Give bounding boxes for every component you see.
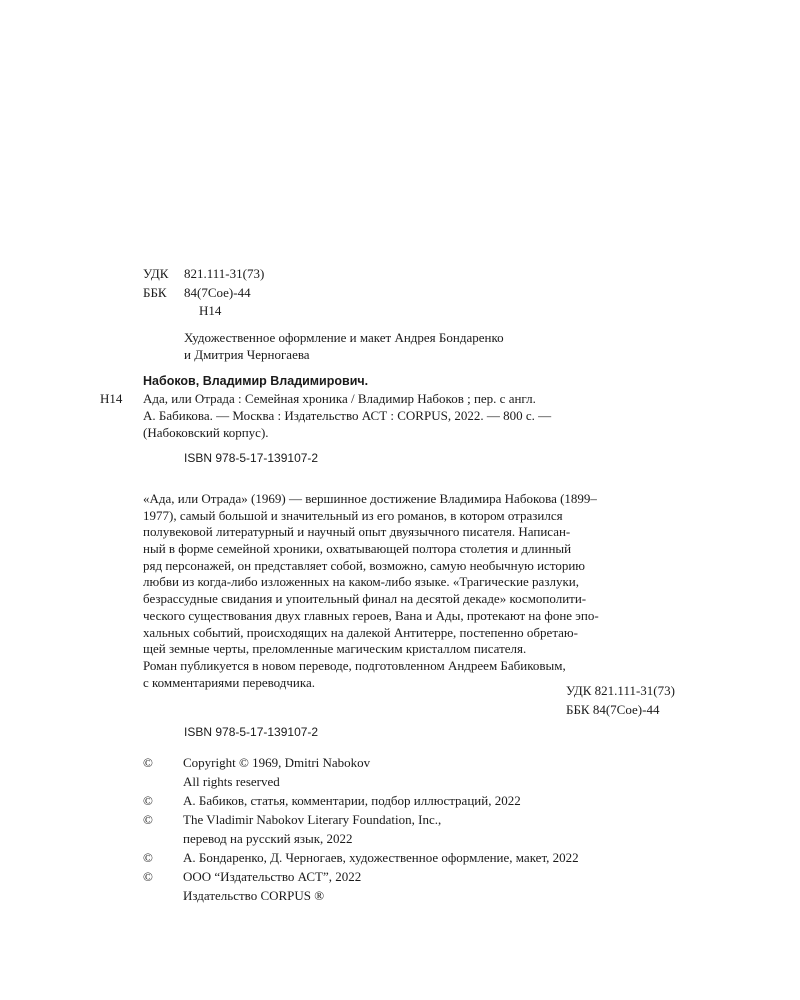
credits-line-1: Художественное оформление и макет Андрея Бондаренко: [184, 330, 504, 345]
copyright-symbol: ©: [143, 869, 153, 884]
copyright-text: The Vladimir Nabokov Literary Foundation, Inc.,: [183, 812, 442, 827]
copyright-symbol: ©: [143, 812, 153, 827]
copyright-text: А. Бондаренко, Д. Черногаев, художественное оформление, макет, 2022: [183, 850, 579, 865]
annotation: [143, 491, 663, 691]
udk-bottom-block: [566, 681, 675, 719]
isbn-bottom: ISBN 978-5-17-139107-2: [184, 725, 319, 739]
bib-line-3: (Набоковский корпус).: [143, 425, 269, 440]
copyright-symbol: ©: [143, 850, 153, 865]
bib-line-2: А. Бабикова. — Москва : Издательство АСТ : CORPUS, 2022. — 800 с. —: [143, 408, 552, 423]
copyright-text: А. Бабиков, статья, комментарии, подбор иллюстраций, 2022: [183, 793, 521, 808]
annotation-line: безрассудные свидания и упоительный финал на десятой декаде» космополити-: [143, 591, 587, 607]
bbk-label: ББК: [143, 285, 167, 300]
copyright-text: Издательство CORPUS ®: [183, 888, 325, 903]
annotation-line: «Ада, или Отрада» (1969) — вершинное достижение Владимира Набокова (1899–: [143, 491, 597, 506]
copyright-text: Copyright © 1969, Dmitri Nabokov: [183, 755, 371, 770]
annotation-line: полувековой литературный и научный опыт двуязычного писателя. Написан-: [143, 524, 571, 540]
udk-label: УДК: [143, 266, 169, 281]
udk-value: 821.111-31(73): [184, 266, 265, 281]
bbk-bottom: ББК 84(7Сое)-44: [566, 702, 660, 717]
annotation-line: 1977), самый большой и значительный из его романов, в котором отразился: [143, 507, 563, 523]
author-mark: Н14: [199, 303, 222, 318]
annotation-line: щей земные черты, преломленные магическим кристаллом писателя.: [143, 641, 527, 657]
author-heading: Набоков, Владимир Владимирович.: [143, 374, 369, 388]
copyright-text: перевод на русский язык, 2022: [183, 831, 353, 846]
copyright-text: ООО “Издательство АСТ”, 2022: [183, 869, 362, 884]
margin-author-mark: Н14: [100, 391, 123, 406]
copyright-symbol: ©: [143, 755, 153, 770]
credits-line-2: и Дмитрия Черногаева: [184, 347, 310, 362]
annotation-line: Роман публикуется в новом переводе, подготовленном Андреем Бабиковым,: [143, 657, 566, 673]
bbk-value: 84(7Сое)-44: [184, 285, 251, 300]
bib-line-1: Ада, или Отрада : Семейная хроника / Владимир Набоков ; пер. с англ.: [143, 391, 536, 406]
annotation-line: с комментариями переводчика.: [143, 674, 316, 690]
annotation-line: ный в форме семейной хроники, охватывающей полтора столетия и длинный: [143, 541, 572, 557]
isbn-top: ISBN 978-5-17-139107-2: [184, 451, 319, 465]
annotation-line: ческого существования двух главных героев, Вана и Ады, протекают на фоне эпо-: [143, 607, 599, 623]
annotation-line: ряд персонажей, он представляет собой, возможно, самую необычную историю: [143, 557, 586, 573]
udk-bottom: УДК 821.111-31(73): [566, 683, 675, 698]
copyright-symbol: ©: [143, 793, 153, 808]
annotation-line: любви из когда-либо изложенных на каком-либо языке. «Трагические разлуки,: [143, 574, 579, 590]
annotation-line: хальных событий, происходящих на далекой Антитерре, постепенно обретаю-: [143, 624, 578, 640]
copyright-text: All rights reserved: [183, 774, 280, 789]
